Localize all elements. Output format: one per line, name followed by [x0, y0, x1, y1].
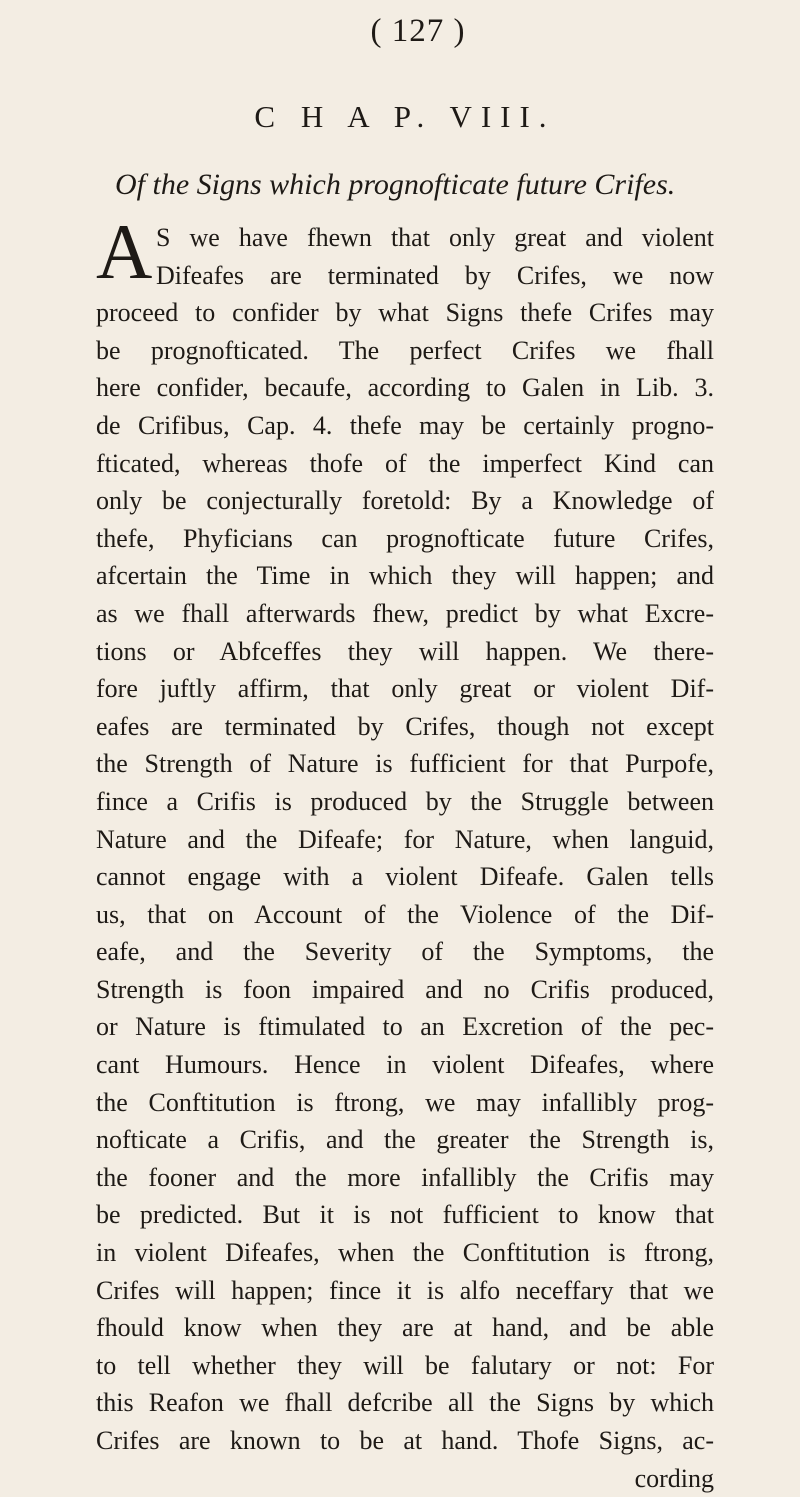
- text-line: the Strength of Nature is fufficient for that Purpofe,: [96, 749, 714, 779]
- text-line: proceed to confider by what Signs thefe Crifes may: [96, 298, 714, 328]
- text-line: here confider, becaufe, according to Galen in Lib. 3.: [96, 373, 714, 403]
- text-line: be prognofticated. The perfect Crifes we fhall: [96, 335, 714, 365]
- text-line: Difeafes are terminated by Crifes, we now: [156, 260, 714, 290]
- chapter-heading: C H A P. VIII.: [254, 99, 556, 134]
- drop-cap: A: [96, 208, 153, 295]
- text-line: eafes are terminated by Crifes, though not except: [96, 711, 714, 741]
- text-line: be predicted. But it is not fufficient to know that: [96, 1200, 714, 1230]
- text-line: only be conjecturally foretold: By a Knowledge of: [96, 486, 714, 516]
- text-line: in violent Difeafes, when the Conftitution is ftrong,: [96, 1238, 714, 1268]
- text-line: afcertain the Time in which they will happen; and: [96, 561, 714, 591]
- text-line: nofticate a Crifis, and the greater the Strength is,: [96, 1125, 714, 1155]
- text-line: S we have fhewn that only great and violent: [156, 223, 714, 252]
- text-line: Nature and the Difeafe; for Nature, when languid,: [96, 824, 714, 854]
- text-line: cording: [634, 1463, 714, 1493]
- text-line: de Crifibus, Cap. 4. thefe may be certainly progno-: [96, 410, 714, 440]
- text-line: Crifes are known to be at hand. Thofe Signs, ac-: [96, 1426, 714, 1455]
- text-line: Crifes will happen; fince it is alfo neceffary that we: [96, 1275, 714, 1305]
- text-line: this Reafon we fhall defcribe all the Signs by which: [96, 1388, 714, 1418]
- text-line: cannot engage with a violent Difeafe. Galen tells: [96, 862, 714, 892]
- text-line: fore juftly affirm, that only great or violent Dif-: [96, 674, 714, 704]
- text-line: Strength is foon impaired and no Crifis produced,: [96, 974, 714, 1004]
- text-line: thefe, Phyficians can prognofticate future Crifes,: [96, 523, 714, 553]
- text-line: fticated, whereas thofe of the imperfect Kind can: [96, 448, 714, 478]
- text-line: fhould know when they are at hand, and be able: [96, 1313, 714, 1343]
- chapter-title: Of the Signs which prognofticate future Crifes.: [115, 168, 676, 201]
- page-number: ( 127 ): [370, 13, 466, 49]
- text-line: us, that on Account of the Violence of the Dif-: [96, 899, 714, 929]
- body-text: [96, 208, 714, 1497]
- text-line: tions or Abfceffes they will happen. We there-: [96, 636, 714, 666]
- text-line: or Nature is ftimulated to an Excretion of the pec-: [96, 1012, 714, 1042]
- text-line: eafe, and the Severity of the Symptoms, the: [96, 937, 714, 967]
- text-line: the Conftitution is ftrong, we may infallibly prog-: [96, 1087, 714, 1117]
- text-line: as we fhall afterwards fhew, predict by what Excre-: [96, 598, 714, 628]
- text-line: cant Humours. Hence in violent Difeafes, where: [96, 1050, 714, 1080]
- text-line: to tell whether they will be falutary or not: For: [96, 1350, 714, 1380]
- text-line: the fooner and the more infallibly the Crifis may: [96, 1162, 714, 1192]
- text-line: fince a Crifis is produced by the Struggle between: [96, 786, 714, 816]
